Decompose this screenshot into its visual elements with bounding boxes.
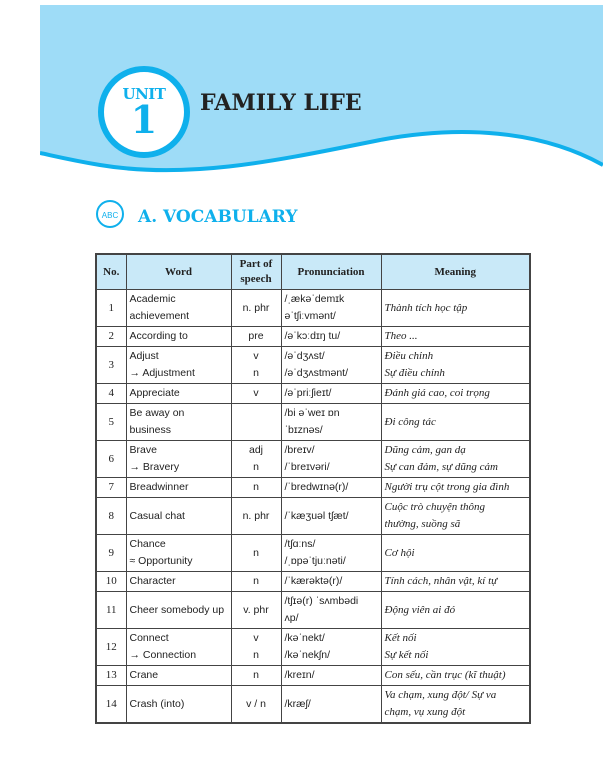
- table-row: [96, 572, 530, 592]
- word-cell: [126, 592, 231, 629]
- pronunciation-cell-line: /ˌɒpəˈtjuːnəti/: [284, 555, 346, 567]
- row-number: 3: [96, 347, 126, 384]
- row-number: 7: [96, 478, 126, 498]
- part-of-speech-cell: [231, 441, 281, 478]
- part-of-speech-cell-line: n: [253, 481, 259, 493]
- word-cell-line: Casual chat: [129, 509, 185, 522]
- meaning-cell-line: Thành tích học tập: [384, 301, 468, 314]
- pronunciation-cell-line: /ˈbredwɪnə(r)/: [284, 481, 349, 493]
- col-pronunciation: Pronunciation: [281, 254, 381, 290]
- word-cell: [126, 629, 231, 666]
- part-of-speech-cell: [231, 572, 281, 592]
- col-word: Word: [126, 254, 231, 290]
- pronunciation-cell: [281, 290, 381, 327]
- pronunciation-cell-line: /breɪv/: [284, 444, 315, 456]
- vocabulary-table: [95, 253, 531, 724]
- part-of-speech-cell: [231, 629, 281, 666]
- part-of-speech-cell: [231, 498, 281, 535]
- part-of-speech-cell: [231, 666, 281, 686]
- section-title: A. VOCABULARY: [138, 207, 298, 227]
- word-cell-line: → Bravery: [129, 461, 180, 473]
- row-number: 2: [96, 327, 126, 347]
- pronunciation-cell: [281, 629, 381, 666]
- meaning-cell-line: Cuộc trò chuyện thông: [384, 501, 486, 513]
- meaning-cell: [381, 404, 530, 441]
- meaning-cell-line: Theo ...: [384, 330, 418, 342]
- word-cell-line: ≈ Opportunity: [129, 555, 193, 567]
- meaning-cell-line: Cơ hội: [384, 546, 415, 559]
- word-cell-line: Be away on: [129, 407, 185, 419]
- word-cell-line: Character: [129, 575, 176, 587]
- part-of-speech-cell: [231, 686, 281, 724]
- table-row: [96, 666, 530, 686]
- word-cell-line: Crash (into): [129, 697, 185, 710]
- pronunciation-cell-line: /kræʃ/: [284, 697, 311, 710]
- unit-number: 1: [130, 97, 158, 142]
- meaning-cell-line: chạm, vụ xung đột: [384, 706, 466, 718]
- part-of-speech-cell-line: n: [253, 649, 259, 661]
- pronunciation-cell-line: /bi əˈweɪ ɒn: [284, 407, 340, 419]
- word-cell-line: Adjust: [129, 350, 159, 362]
- row-number: 6: [96, 441, 126, 478]
- pronunciation-cell: [281, 441, 381, 478]
- part-of-speech-cell: [231, 535, 281, 572]
- word-cell: [126, 404, 231, 441]
- meaning-cell: [381, 666, 530, 686]
- word-cell-line: Connect: [129, 632, 169, 644]
- meaning-cell: [381, 384, 530, 404]
- meaning-cell-line: Va chạm, xung đột/ Sự va: [384, 689, 497, 701]
- meaning-cell-line: Đánh giá cao, coi trọng: [384, 387, 490, 399]
- word-cell: [126, 478, 231, 498]
- pronunciation-cell-line: /kəˈnekt/: [284, 632, 325, 644]
- part-of-speech-cell-line: n: [253, 367, 259, 379]
- part-of-speech-cell-line: n. phr: [242, 509, 270, 522]
- part-of-speech-cell: [231, 347, 281, 384]
- meaning-cell-line: thường, suồng sã: [384, 518, 461, 530]
- word-cell: [126, 347, 231, 384]
- unit-label: UNIT: [122, 85, 166, 103]
- col-no: No.: [96, 254, 126, 290]
- part-of-speech-cell-line: v. phr: [243, 603, 269, 616]
- pronunciation-cell-line: əˈtʃiːvmənt/: [284, 310, 336, 322]
- pronunciation-cell: [281, 478, 381, 498]
- part-of-speech-cell: [231, 327, 281, 347]
- pronunciation-cell: [281, 535, 381, 572]
- word-cell: [126, 686, 231, 724]
- part-of-speech-cell: [231, 404, 281, 441]
- meaning-cell: [381, 629, 530, 666]
- meaning-cell-line: Dũng cảm, gan dạ: [384, 444, 466, 456]
- col-part-of-speech: Part of speech: [231, 254, 281, 290]
- pronunciation-cell: [281, 686, 381, 724]
- pronunciation-cell: [281, 404, 381, 441]
- row-number: 14: [96, 686, 126, 724]
- table-row: [96, 498, 530, 535]
- part-of-speech-cell-line: pre: [248, 330, 264, 342]
- pronunciation-cell-line: /əˈpriːʃieɪt/: [284, 387, 332, 399]
- word-cell: [126, 572, 231, 592]
- pronunciation-cell: [281, 498, 381, 535]
- part-of-speech-cell-line: adj: [248, 444, 263, 456]
- meaning-cell: [381, 327, 530, 347]
- row-number: 9: [96, 535, 126, 572]
- part-of-speech-cell: [231, 592, 281, 629]
- part-of-speech-cell-line: v / n: [246, 697, 266, 710]
- pronunciation-cell-line: /ˌækəˈdemɪk: [284, 293, 345, 305]
- word-cell-line: Academic: [129, 293, 176, 305]
- meaning-cell: [381, 572, 530, 592]
- part-of-speech-cell-line: n: [253, 461, 259, 473]
- word-cell-line: business: [129, 424, 171, 436]
- row-number: 10: [96, 572, 126, 592]
- word-cell-line: Breadwinner: [129, 481, 189, 493]
- pronunciation-cell: [281, 327, 381, 347]
- part-of-speech-cell: [231, 478, 281, 498]
- meaning-cell-line: Con sếu, cần trục (kĩ thuật): [384, 669, 506, 681]
- pronunciation-cell: [281, 572, 381, 592]
- table-row: [96, 290, 530, 327]
- pronunciation-cell-line: /tʃɪə(r) ˈsʌmbədi: [284, 595, 359, 607]
- table-row: [96, 404, 530, 441]
- part-of-speech-cell-line: v: [253, 632, 259, 644]
- pronunciation-cell-line: /kəˈnekʃn/: [284, 649, 331, 661]
- meaning-cell-line: Động viên ai đó: [384, 603, 456, 616]
- table-row: [96, 327, 530, 347]
- meaning-cell-line: Người trụ cột trong gia đình: [384, 481, 510, 493]
- word-cell: [126, 441, 231, 478]
- meaning-cell-line: Tính cách, nhân vật, kí tự: [384, 575, 498, 587]
- meaning-cell: [381, 535, 530, 572]
- word-cell-line: According to: [129, 330, 188, 342]
- meaning-cell: [381, 441, 530, 478]
- word-cell-line: Crane: [129, 669, 159, 681]
- pronunciation-cell-line: /ˈbreɪvəri/: [284, 461, 330, 473]
- table-row: [96, 384, 530, 404]
- pronunciation-cell-line: /əˈdʒʌst/: [284, 350, 325, 362]
- word-cell: [126, 290, 231, 327]
- pronunciation-cell-line: /əˈkɔːdɪŋ tu/: [284, 330, 341, 342]
- part-of-speech-cell-line: n: [253, 575, 259, 587]
- table-header-row: [96, 254, 530, 290]
- meaning-cell: [381, 347, 530, 384]
- meaning-cell: [381, 498, 530, 535]
- meaning-cell-line: Đi công tác: [384, 415, 436, 428]
- row-number: 11: [96, 592, 126, 629]
- table-row: [96, 592, 530, 629]
- col-meaning: Meaning: [381, 254, 530, 290]
- pronunciation-cell: [281, 347, 381, 384]
- word-cell: [126, 327, 231, 347]
- word-cell-line: Brave: [129, 444, 157, 456]
- word-cell: [126, 498, 231, 535]
- pronunciation-cell-line: /əˈdʒʌstmənt/: [284, 367, 348, 379]
- word-cell-line: → Adjustment: [129, 367, 195, 379]
- word-cell: [126, 535, 231, 572]
- part-of-speech-cell-line: n: [253, 546, 259, 559]
- meaning-cell: [381, 290, 530, 327]
- meaning-cell: [381, 478, 530, 498]
- word-cell-line: → Connection: [129, 649, 197, 661]
- meaning-cell-line: Sự kết nối: [384, 649, 429, 661]
- pronunciation-cell-line: ʌp/: [284, 612, 299, 624]
- pronunciation-cell-line: /ˈkærəktə(r)/: [284, 575, 343, 587]
- abc-book-icon: ABC: [96, 200, 124, 228]
- meaning-cell-line: Kết nối: [384, 632, 417, 644]
- meaning-cell-line: Sự can đảm, sự dũng cảm: [384, 461, 498, 473]
- word-cell: [126, 666, 231, 686]
- word-cell-line: Appreciate: [129, 387, 180, 399]
- pronunciation-cell-line: ˈbɪznəs/: [284, 424, 323, 436]
- part-of-speech-cell-line: n: [253, 669, 259, 681]
- part-of-speech-cell: [231, 384, 281, 404]
- word-cell-line: achievement: [129, 310, 190, 322]
- word-cell-line: Chance: [129, 538, 166, 550]
- meaning-cell: [381, 592, 530, 629]
- meaning-cell: [381, 686, 530, 724]
- table-row: [96, 441, 530, 478]
- row-number: 8: [96, 498, 126, 535]
- pronunciation-cell: [281, 666, 381, 686]
- meaning-cell-line: Sự điều chỉnh: [384, 367, 445, 379]
- pronunciation-cell-line: /tʃɑːns/: [284, 538, 316, 550]
- table-row: [96, 686, 530, 724]
- unit-badge: [98, 66, 190, 158]
- meaning-cell-line: Điều chỉnh: [384, 350, 434, 362]
- table-row: [96, 478, 530, 498]
- row-number: 5: [96, 404, 126, 441]
- word-cell-line: Cheer somebody up: [129, 603, 225, 616]
- row-number: 12: [96, 629, 126, 666]
- word-cell: [126, 384, 231, 404]
- part-of-speech-cell-line: n. phr: [242, 301, 270, 314]
- table-row: [96, 347, 530, 384]
- part-of-speech-cell-line: v: [253, 387, 259, 399]
- part-of-speech-cell: [231, 290, 281, 327]
- row-number: 1: [96, 290, 126, 327]
- pronunciation-cell: [281, 384, 381, 404]
- pronunciation-cell-line: /kreɪn/: [284, 669, 315, 681]
- row-number: 4: [96, 384, 126, 404]
- page-title: FAMILY LIFE: [200, 90, 362, 116]
- part-of-speech-cell-line: v: [253, 350, 259, 362]
- table-row: [96, 629, 530, 666]
- row-number: 13: [96, 666, 126, 686]
- pronunciation-cell-line: /ˈkæʒuəl tʃæt/: [284, 509, 349, 522]
- pronunciation-cell: [281, 592, 381, 629]
- table-row: [96, 535, 530, 572]
